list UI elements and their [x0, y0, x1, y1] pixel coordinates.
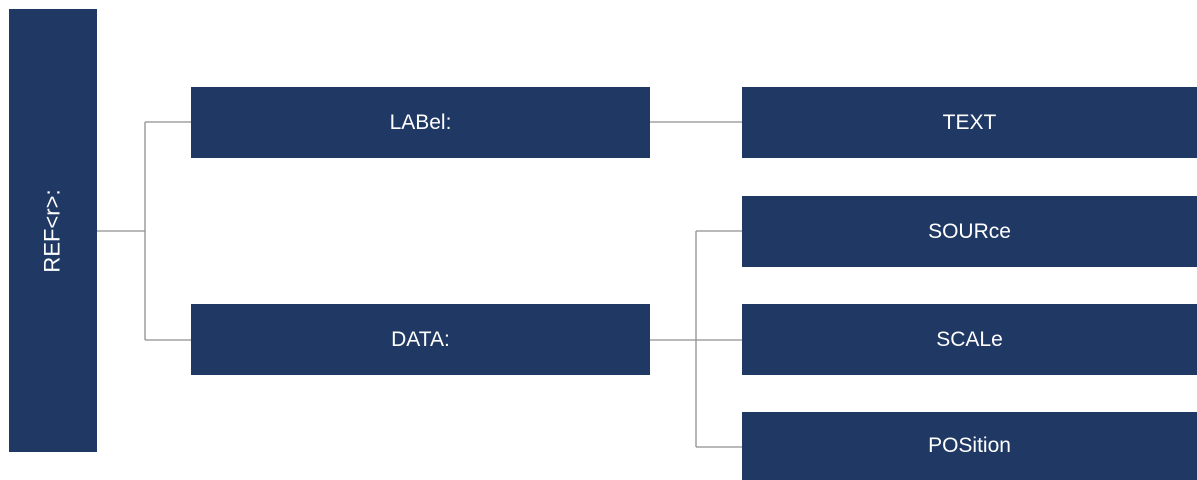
node-source-label: SOURce	[928, 219, 1011, 243]
node-data-text: DATA:	[391, 327, 450, 351]
node-label-text: LABel:	[389, 110, 452, 134]
root-node-label: REF<r>:	[39, 188, 65, 273]
node-scale	[742, 304, 1197, 375]
node-position	[742, 412, 1197, 480]
node-text-label: TEXT	[942, 110, 997, 134]
node-scale-label: SCALe	[936, 327, 1003, 351]
node-text	[742, 87, 1197, 158]
node-position-label: POSition	[928, 434, 1011, 457]
node-data	[191, 304, 650, 375]
node-label	[191, 87, 650, 158]
node-source	[742, 196, 1197, 267]
root-node-ref	[9, 9, 97, 452]
